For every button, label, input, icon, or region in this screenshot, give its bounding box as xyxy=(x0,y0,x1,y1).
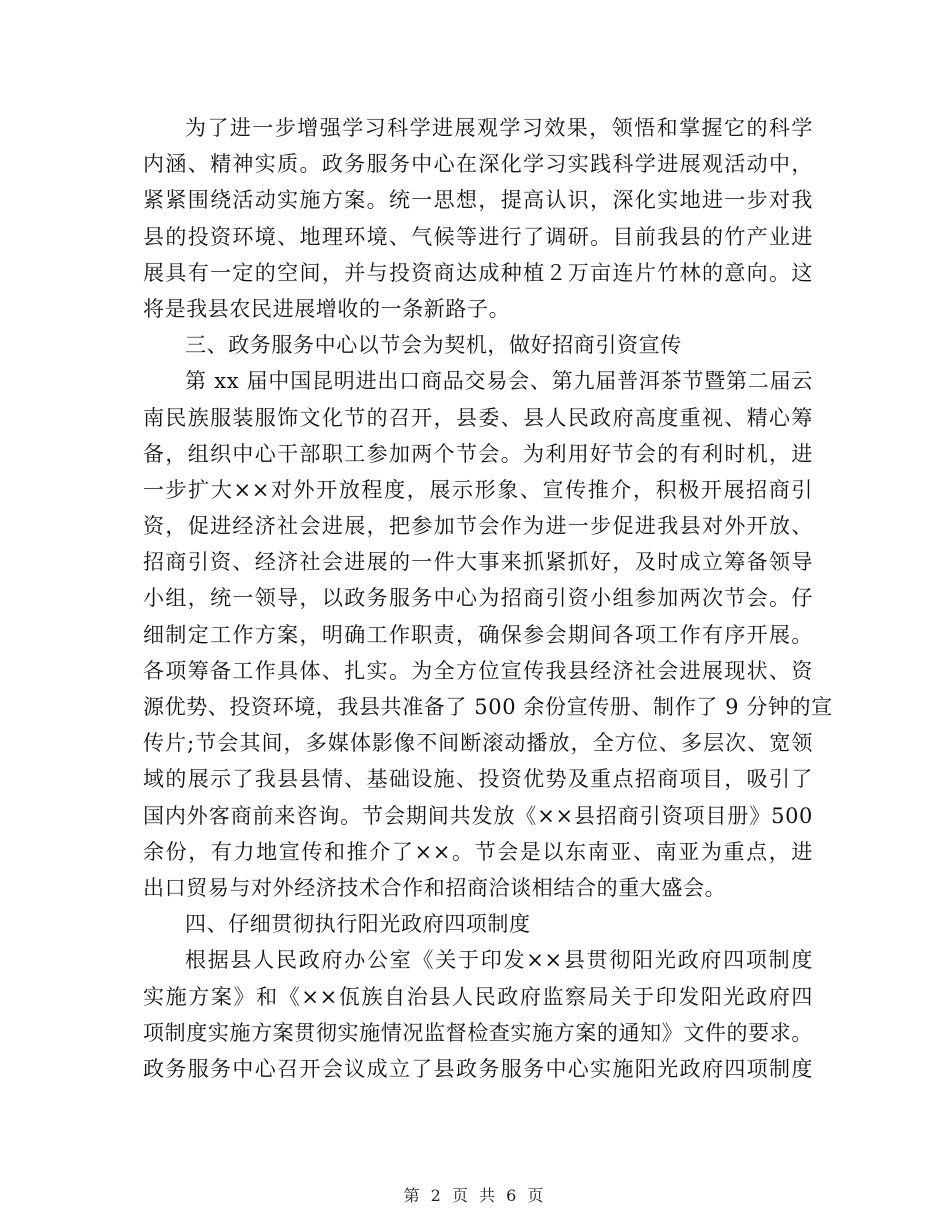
body-line: 政务服务中心召开会议成立了县政务服务中心实施阳光政府四项制度 xyxy=(143,1056,813,1081)
page-number-footer: 第 2 页 共 6 页 xyxy=(403,1186,547,1205)
body-line: 实施方案》和《××佤族自治县人民政府监察局关于印发阳光政府四 xyxy=(143,984,813,1009)
body-line: 小组，统一领导，以政务服务中心为招商引资小组参加两次节会。仔 xyxy=(143,586,813,611)
body-line: 根据县人民政府办公室《关于印发××县贯彻阳光政府四项制度 xyxy=(185,948,813,973)
section-heading: 四、仔细贯彻执行阳光政府四项制度 xyxy=(185,912,531,937)
body-line: 内涵、精神实质。政务服务中心在深化学习实践科学进展观活动中， xyxy=(143,152,813,177)
body-line: 国内外客商前来咨询。节会期间共发放《××县招商引资项目册》500 xyxy=(143,803,813,828)
body-line: 资，促进经济社会进展，把参加节会作为进一步促进我县对外开放、 xyxy=(143,514,813,539)
body-line: 南民族服装服饰文化节的召开，县委、县人民政府高度重视、精心筹 xyxy=(143,405,813,430)
body-line: 招商引资、经济社会进展的一件大事来抓紧抓好，及时成立筹备领导 xyxy=(143,550,813,575)
body-line: 第 xx 届中国昆明进出口商品交易会、第九届普洱茶节暨第二届云 xyxy=(185,369,813,394)
body-line: 为了进一步增强学习科学进展观学习效果，领悟和掌握它的科学 xyxy=(185,116,813,140)
body-line: 县的投资环境、地理环境、气候等进行了调研。目前我县的竹产业进 xyxy=(143,224,813,249)
body-line: 一步扩大××对外开放程度，展示形象、宣传推介，积极开展招商引 xyxy=(143,477,813,502)
body-line: 备，组织中心干部职工参加两个节会。为利用好节会的有利时机，进 xyxy=(143,441,813,466)
body-line: 源优势、投资环境，我县共准备了 500 余份宣传册、制作了 9 分钟的宣 xyxy=(143,695,833,719)
body-line: 传片;节会其间，多媒体影像不间断滚动播放，全方位、多层次、宽领 xyxy=(143,731,813,756)
section-heading: 三、政务服务中心以节会为契机，做好招商引资宣传 xyxy=(185,333,682,358)
body-line: 紧紧围绕活动实施方案。统一思想，提高认识，深化实地进一步对我 xyxy=(143,188,813,213)
body-line: 展具有一定的空间，并与投资商达成种植２万亩连片竹林的意向。这 xyxy=(143,260,813,285)
body-line: 出口贸易与对外经济技术合作和招商洽谈相结合的重大盛会。 xyxy=(143,875,727,900)
body-line: 项制度实施方案贯彻实施情况监督检查实施方案的通知》文件的要求。 xyxy=(143,1020,813,1045)
body-line: 域的展示了我县县情、基础设施、投资优势及重点招商项目，吸引了 xyxy=(143,767,813,792)
document-body xyxy=(143,110,833,1087)
body-line: 将是我县农民进展增收的一条新路子。 xyxy=(143,296,511,321)
body-line: 各项筹备工作具体、扎实。为全方位宣传我县经济社会进展现状、资 xyxy=(143,658,813,683)
body-line: 余份，有力地宣传和推介了××。节会是以东南亚、南亚为重点，进 xyxy=(143,839,813,864)
body-line: 细制定工作方案，明确工作职责，确保参会期间各项工作有序开展。 xyxy=(143,622,813,647)
